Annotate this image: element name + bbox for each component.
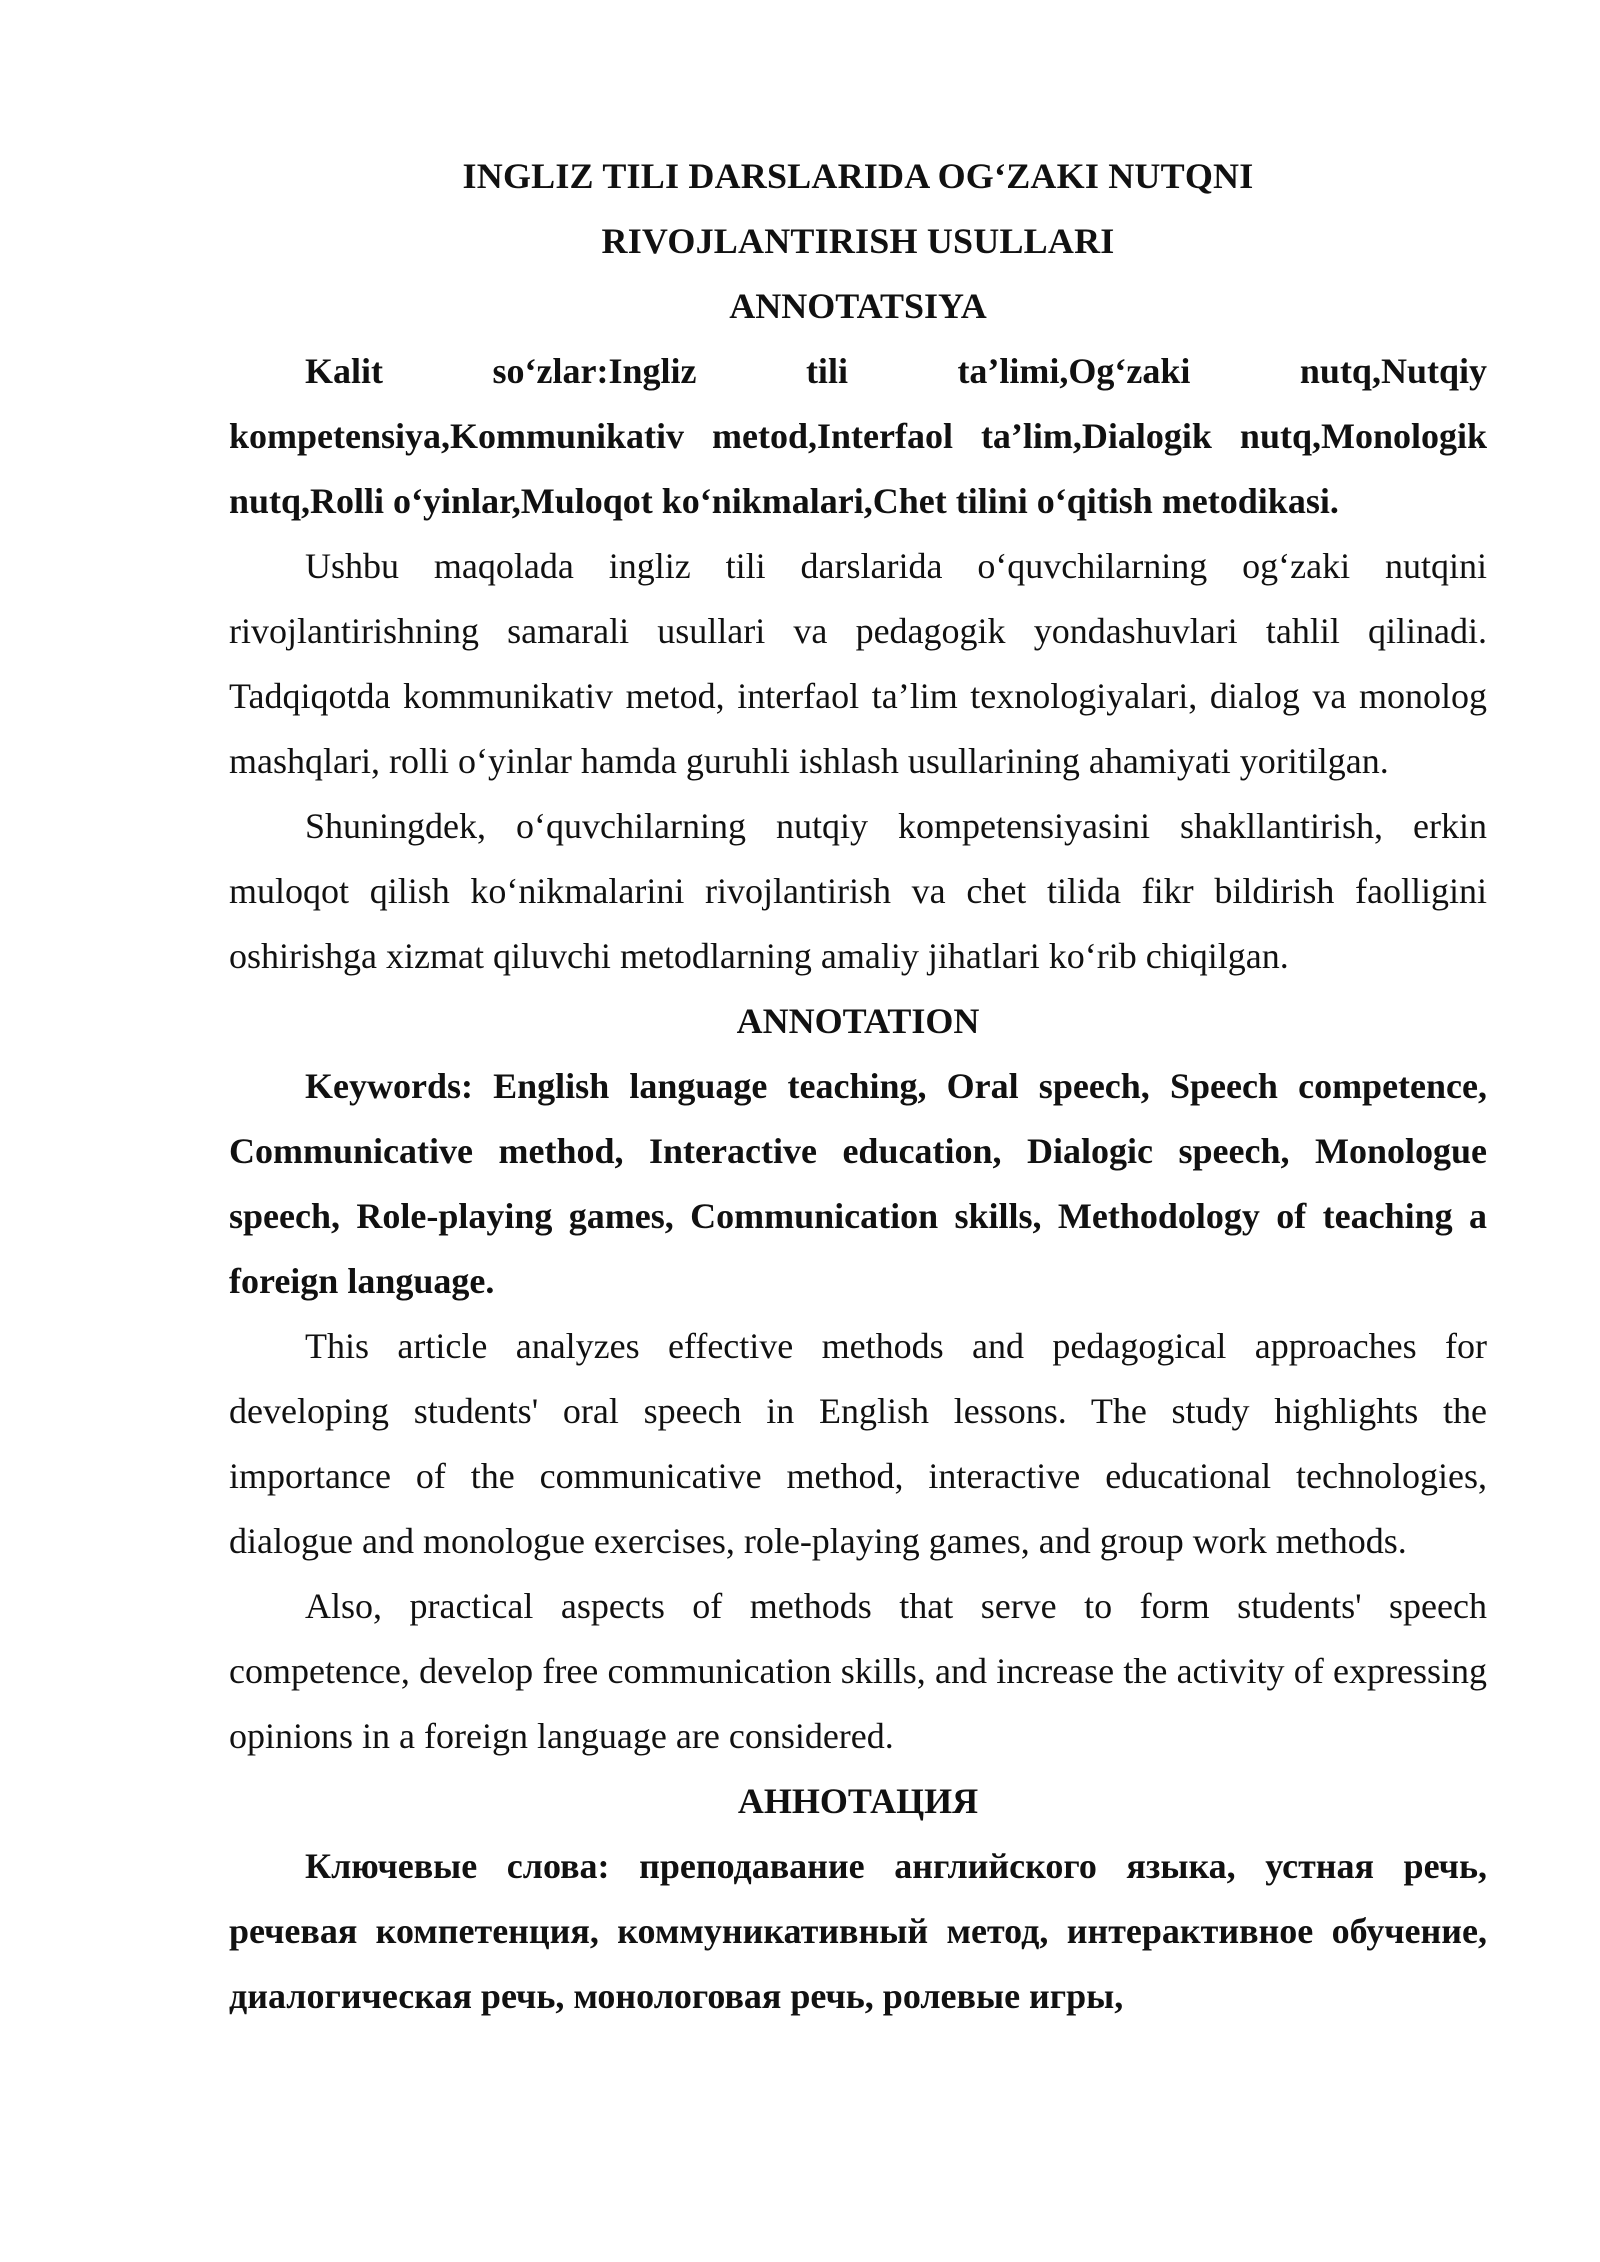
uz-paragraph-2: Shuningdek, o‘quvchilarning nutqiy kompetensiyasini shakllantirish, erkin muloqot qilish ko‘nikmalarini rivojlantirish va chet tilida fikr bildirish faolligini oshirishga xizmat qiluvchi metodlarning amaliy jihatlari ko‘rib chiqilgan.: [229, 806, 1487, 976]
en-annotation-heading: ANNOTATION: [736, 1001, 980, 1041]
en-paragraph-1: This article analyzes effective methods and pedagogical approaches for developing students' oral speech in English lessons. The study highlights the importance of the communicative method, interactive educational technologies, dialogue and monologue exercises, role-playing games, and group work methods.: [229, 1326, 1487, 1561]
ru-keywords-label: Ключевые слова:: [305, 1846, 640, 1886]
uz-keywords-text: Ingliz tili ta’limi,Og‘zaki nutq,Nutqiy kompetensiya,Kommunikativ metod,Interfaol ta’lim,Dialogik nutq,Monologik nutq,Rolli o‘yinlar,Muloqot ko‘nikmalari,Chet tilini o‘qitish metodikasi.: [229, 351, 1487, 521]
uz-keywords-label: Kalit so‘zlar:: [305, 351, 609, 391]
en-paragraph-2: Also, practical aspects of methods that serve to form students' speech competence, develop free communication skills, and increase the activity of expressing opinions in a foreign language are considered.: [229, 1586, 1487, 1756]
title-line-2: RIVOJLANTIRISH USULLARI: [601, 221, 1115, 261]
en-keywords-text: English language teaching, Oral speech, Speech competence, Communicative method, Interactive education, Dialogic speech, Monologue speech, Role-playing games, Communication skills, Methodology of teaching a foreign language.: [229, 1066, 1488, 1301]
uz-keywords: [229, 339, 1487, 534]
ru-keywords-text: преподавание английского языка, устная речь, речевая компетенция, коммуникативный метод, интерактивное обучение, диалогическая речь, монологовая речь, ролевые игры,: [229, 1846, 1487, 2016]
uz-paragraph-1: Ushbu maqolada ingliz tili darslarida o‘quvchilarning og‘zaki nutqini rivojlantirishning samarali usullari va pedagogik yondashuvlari tahlil qilinadi. Tadqiqotda kommunikativ metod, interfaol ta’lim texnologiyalari, dialog va monolog mashqlari, rolli o‘yinlar hamda guruhli ishlash usullarining ahamiyati yoritilgan.: [229, 546, 1487, 781]
ru-keywords: [229, 1834, 1487, 2029]
en-keywords-label: Keywords:: [305, 1066, 494, 1106]
uz-annotation-heading: ANNOTATSIYA: [729, 286, 987, 326]
en-keywords: [229, 1054, 1487, 1314]
document-content: [229, 144, 1487, 2029]
title-line-1: INGLIZ TILI DARSLARIDA OG‘ZAKI NUTQNI: [462, 156, 1254, 196]
ru-annotation-heading: АННОТАЦИЯ: [737, 1781, 979, 1821]
